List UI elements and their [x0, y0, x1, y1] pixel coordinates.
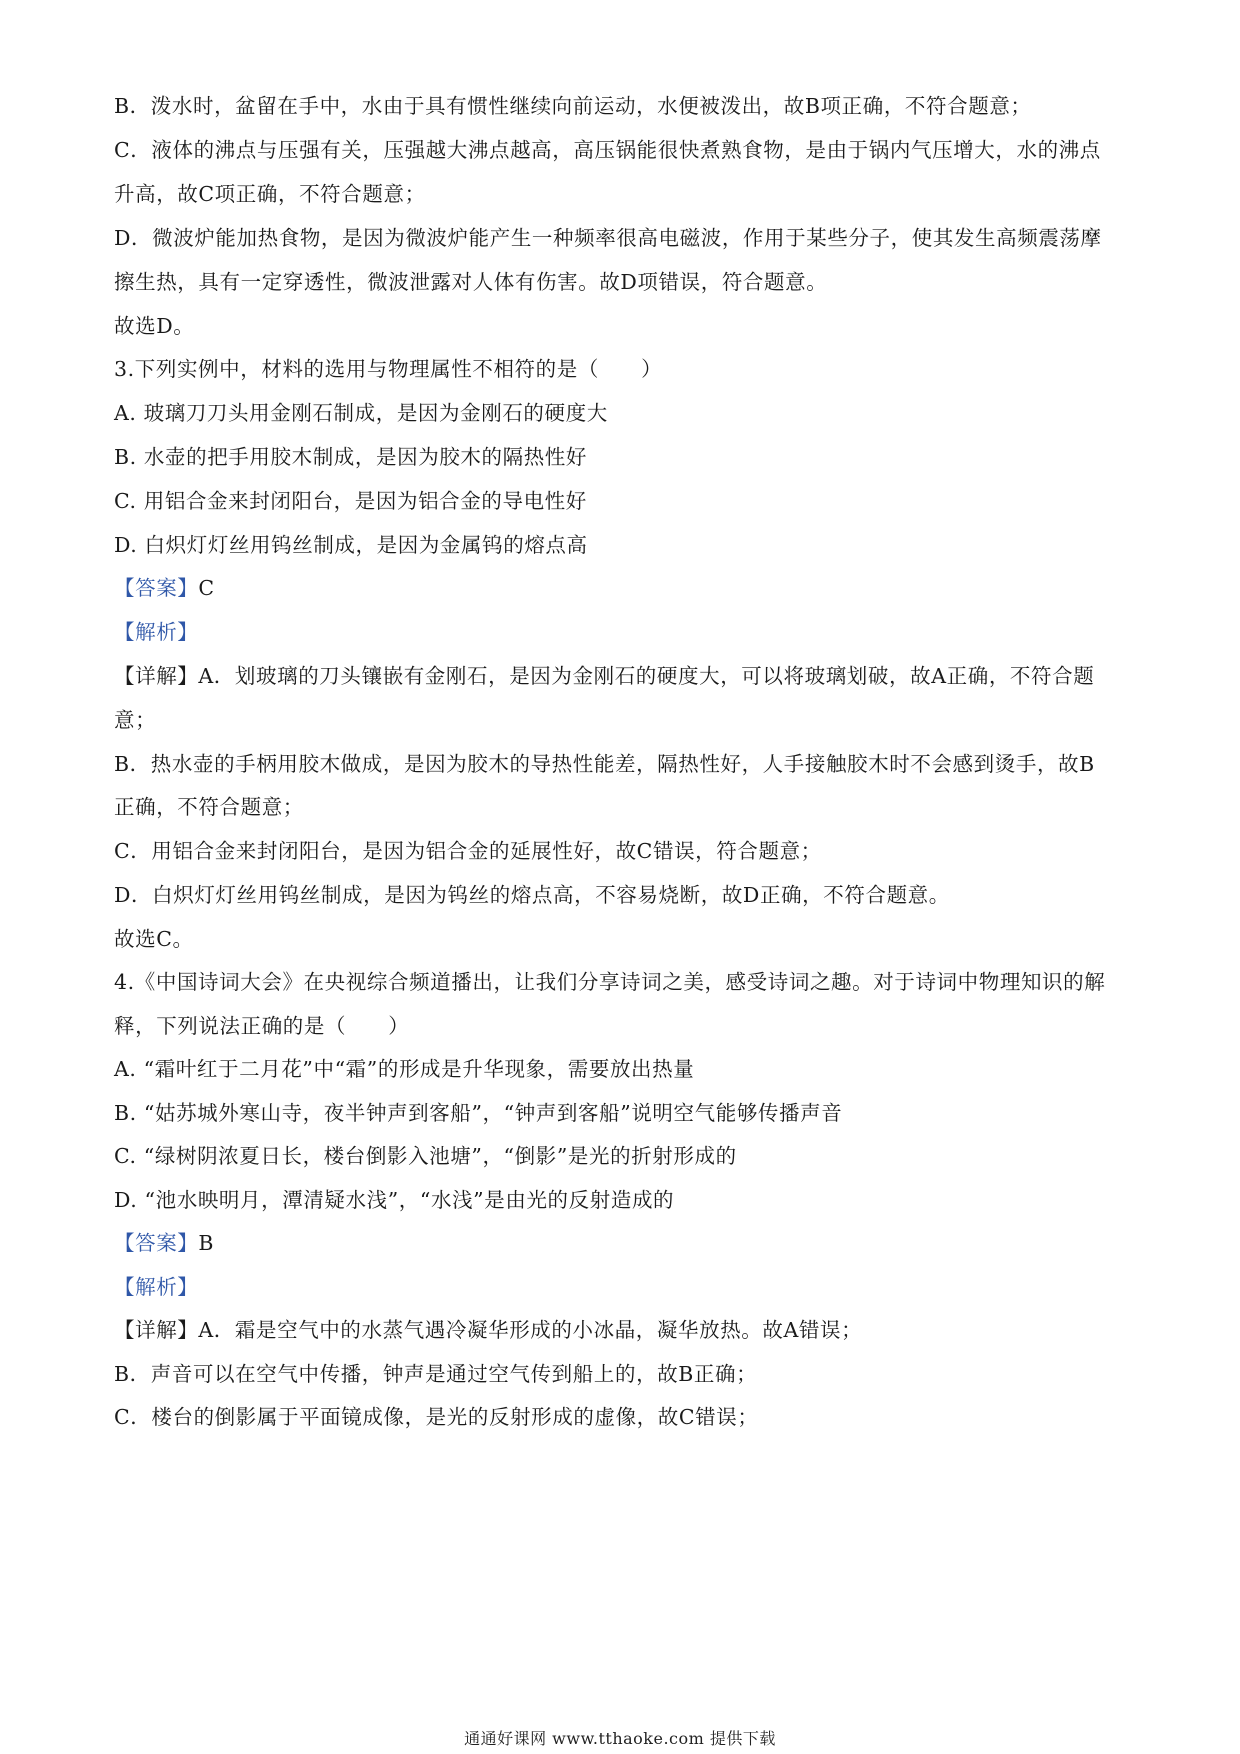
detail-tag: 【详解】 [114, 664, 199, 688]
answer-value: B [198, 1231, 215, 1255]
detail-line [114, 662, 1134, 690]
option-d: D. “池水映明月，潭清疑水浅”，“水浅”是由光的反射造成的 [114, 1188, 675, 1212]
text-line: B．热水壶的手柄用胶木做成，是因为胶木的导热性能差，隔热性好，人手接触胶木时不会感到烫手，故B [114, 752, 1095, 776]
option-a: A. 玻璃刀刀头用金刚石制成，是因为金刚石的硬度大 [114, 401, 608, 425]
answer-value: C [198, 576, 215, 600]
option-c: C. 用铝合金来封闭阳台，是因为铝合金的导电性好 [114, 489, 587, 513]
answer-tag: 【答案】 [114, 576, 199, 600]
option-b: B. “姑苏城外寒山寺，夜半钟声到客船”，“钟声到客船”说明空气能够传播声音 [114, 1101, 843, 1125]
detail-line [114, 1316, 1134, 1344]
text-line: 故选D。 [114, 314, 195, 338]
answer-tag: 【答案】 [114, 1231, 199, 1255]
text-line: 擦生热，具有一定穿透性，微波泄露对人体有伤害。故D项错误，符合题意。 [114, 270, 828, 294]
option-b: B. 水壶的把手用胶木制成，是因为胶木的隔热性好 [114, 445, 587, 469]
analysis-line [114, 618, 1134, 646]
detail-text: A．划玻璃的刀头镶嵌有金刚石，是因为金刚石的硬度大，可以将玻璃划破，故A正确，不符合题 [198, 664, 1095, 688]
text-line: D．微波炉能加热食物，是因为微波炉能产生一种频率很高电磁波，作用于某些分子，使其发生高频震荡摩 [114, 226, 1102, 250]
answer-line [114, 1229, 1134, 1257]
question-4-stem: 4.《中国诗词大会》在央视综合频道播出，让我们分享诗词之美，感受诗词之趣。对于诗词中物理知识的解 [114, 970, 1106, 994]
text-line: 故选C。 [114, 927, 194, 951]
text-line: C．楼台的倒影属于平面镜成像，是光的反射形成的虚像，故C错误； [114, 1405, 759, 1429]
question-3-stem: 3.下列实例中，材料的选用与物理属性不相符的是（ ） [114, 357, 663, 381]
text-line: 正确，不符合题意； [114, 795, 304, 819]
option-a: A. “霜叶红于二月花”中“霜”的形成是升华现象，需要放出热量 [114, 1057, 695, 1081]
answer-line [114, 574, 1134, 602]
text-line: D．白炽灯灯丝用钨丝制成，是因为钨丝的熔点高，不容易烧断，故D正确，不符合题意。 [114, 883, 950, 907]
page-footer: 通通好课网 www.tthaoke.com 提供下载 [464, 1729, 776, 1748]
text-line: 升高，故C项正确，不符合题意； [114, 182, 426, 206]
text-line: C．用铝合金来封闭阳台，是因为铝合金的延展性好，故C错误，符合题意； [114, 839, 822, 863]
option-d: D. 白炽灯灯丝用钨丝制成，是因为金属钨的熔点高 [114, 533, 588, 557]
detail-text: A．霜是空气中的水蒸气遇冷凝华形成的小冰晶，凝华放热。故A错误； [198, 1318, 863, 1342]
text-line: B．泼水时，盆留在手中，水由于具有惯性继续向前运动，水便被泼出，故B项正确，不符合题意； [114, 94, 1032, 118]
text-line: C．液体的沸点与压强有关，压强越大沸点越高，高压锅能很快煮熟食物，是由于锅内气压增大，水的沸点 [114, 138, 1101, 162]
option-c: C. “绿树阴浓夏日长，楼台倒影入池塘”，“倒影”是光的折射形成的 [114, 1144, 737, 1168]
text-line: 意； [114, 708, 157, 732]
question-4-stem-cont: 释，下列说法正确的是（ ） [114, 1014, 410, 1038]
text-line: B．声音可以在空气中传播，钟声是通过空气传到船上的，故B正确； [114, 1362, 758, 1386]
analysis-line [114, 1273, 1134, 1301]
analysis-tag: 【解析】 [114, 1275, 199, 1299]
analysis-tag: 【解析】 [114, 620, 199, 644]
detail-tag: 【详解】 [114, 1318, 199, 1342]
